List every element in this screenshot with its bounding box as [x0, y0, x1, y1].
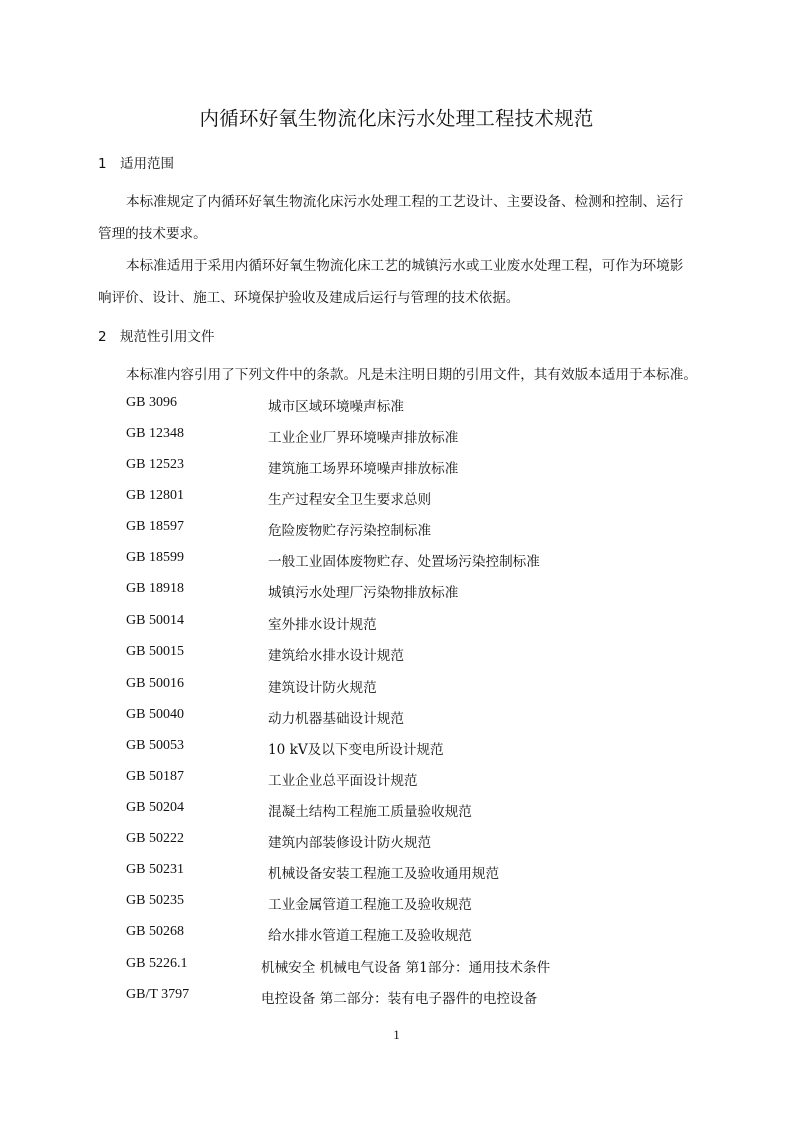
section-2-intro: 本标准内容引用了下列文件中的条款。凡是未注明日期的引用文件，其有效版本适用于本标准。: [126, 367, 697, 383]
reference-code: GB 12523: [126, 457, 184, 472]
reference-name: 危险废物贮存污染控制标准: [268, 523, 432, 539]
reference-code: GB/T 3797: [126, 987, 190, 1002]
reference-code: GB 18597: [126, 519, 184, 534]
reference-code: GB 50268: [126, 924, 184, 939]
reference-name: 机械设备安装工程施工及验收通用规范: [268, 866, 500, 882]
section-1-heading: [98, 152, 174, 172]
reference-code: GB 50187: [126, 769, 184, 784]
reference-name: 10 kV及以下变电所设计规范: [268, 742, 444, 758]
reference-item: [126, 769, 686, 787]
reference-name: 建筑内部装修设计防火规范: [268, 835, 432, 851]
reference-name: 混凝土结构工程施工质量验收规范: [268, 804, 472, 820]
reference-item: [126, 800, 686, 818]
section-1-paragraph-2-line-2: 响评价、设计、施工、环境保护验收及建成后运行与管理的技术依据。: [98, 290, 520, 306]
reference-item: [126, 893, 686, 911]
reference-name: 室外排水设计规范: [268, 617, 377, 633]
reference-item: [126, 924, 686, 942]
section-1-title: 适用范围: [120, 156, 174, 172]
reference-name: 城镇污水处理厂污染物排放标准: [268, 585, 459, 601]
reference-code: GB 50014: [126, 613, 184, 628]
reference-code: GB 3096: [126, 395, 177, 410]
reference-item: [126, 488, 686, 506]
reference-name: 工业企业厂界环境噪声排放标准: [268, 430, 459, 446]
reference-name: 建筑给水排水设计规范: [268, 648, 404, 664]
reference-name: 工业金属管道工程施工及验收规范: [268, 897, 472, 913]
reference-name: 机械安全 机械电气设备 第1部分：通用技术条件: [261, 960, 551, 976]
section-2-title: 规范性引用文件: [120, 329, 215, 345]
reference-item: [126, 644, 686, 662]
reference-item: [126, 519, 686, 537]
reference-item: [126, 956, 686, 974]
reference-code: GB 50231: [126, 862, 184, 877]
section-1-paragraph-1-line-2: 管理的技术要求。: [98, 226, 207, 242]
reference-item: [126, 426, 686, 444]
reference-code: GB 50222: [126, 831, 184, 846]
reference-name: 建筑施工场界环境噪声排放标准: [268, 461, 459, 477]
reference-item: [126, 550, 686, 568]
reference-name: 城市区域环境噪声标准: [268, 399, 404, 415]
reference-code: GB 18918: [126, 581, 184, 596]
reference-item: [126, 613, 686, 631]
reference-code: GB 12348: [126, 426, 184, 441]
reference-code: GB 50015: [126, 644, 184, 659]
reference-name: 生产过程安全卫生要求总则: [268, 492, 432, 508]
reference-name: 工业企业总平面设计规范: [268, 773, 418, 789]
section-2-heading: [98, 325, 215, 345]
reference-code: GB 5226.1: [126, 956, 188, 971]
reference-item: [126, 676, 686, 694]
reference-item: [126, 581, 686, 599]
section-1-number: 1: [98, 156, 107, 172]
reference-name: 电控设备 第二部分：装有电子器件的电控设备: [261, 991, 538, 1007]
reference-item: [126, 707, 686, 725]
reference-code: GB 18599: [126, 550, 184, 565]
section-1-paragraph-2-line-1: 本标准适用于采用内循环好氧生物流化床工艺的城镇污水或工业废水处理工程，可作为环境影: [126, 258, 684, 274]
document-title: 内循环好氧生物流化床污水处理工程技术规范: [199, 107, 594, 130]
reference-name: 建筑设计防火规范: [268, 680, 377, 696]
reference-name: 动力机器基础设计规范: [268, 711, 404, 727]
reference-code: GB 50016: [126, 676, 184, 691]
reference-item: [126, 987, 686, 1005]
reference-item: [126, 862, 686, 880]
section-2-number: 2: [98, 329, 107, 345]
reference-item: [126, 395, 686, 413]
section-1-paragraph-1-line-1: 本标准规定了内循环好氧生物流化床污水处理工程的工艺设计、主要设备、检测和控制、运行: [126, 194, 684, 210]
reference-item: [126, 738, 686, 756]
reference-code: GB 50204: [126, 800, 184, 815]
reference-code: GB 50040: [126, 707, 184, 722]
reference-code: GB 50053: [126, 738, 184, 753]
reference-item: [126, 457, 686, 475]
reference-name: 给水排水管道工程施工及验收规范: [268, 928, 472, 944]
reference-code: GB 50235: [126, 893, 184, 908]
reference-code: GB 12801: [126, 488, 184, 503]
reference-name: 一般工业固体废物贮存、处置场污染控制标准: [268, 554, 540, 570]
reference-item: [126, 831, 686, 849]
page-number: 1: [393, 1027, 400, 1042]
